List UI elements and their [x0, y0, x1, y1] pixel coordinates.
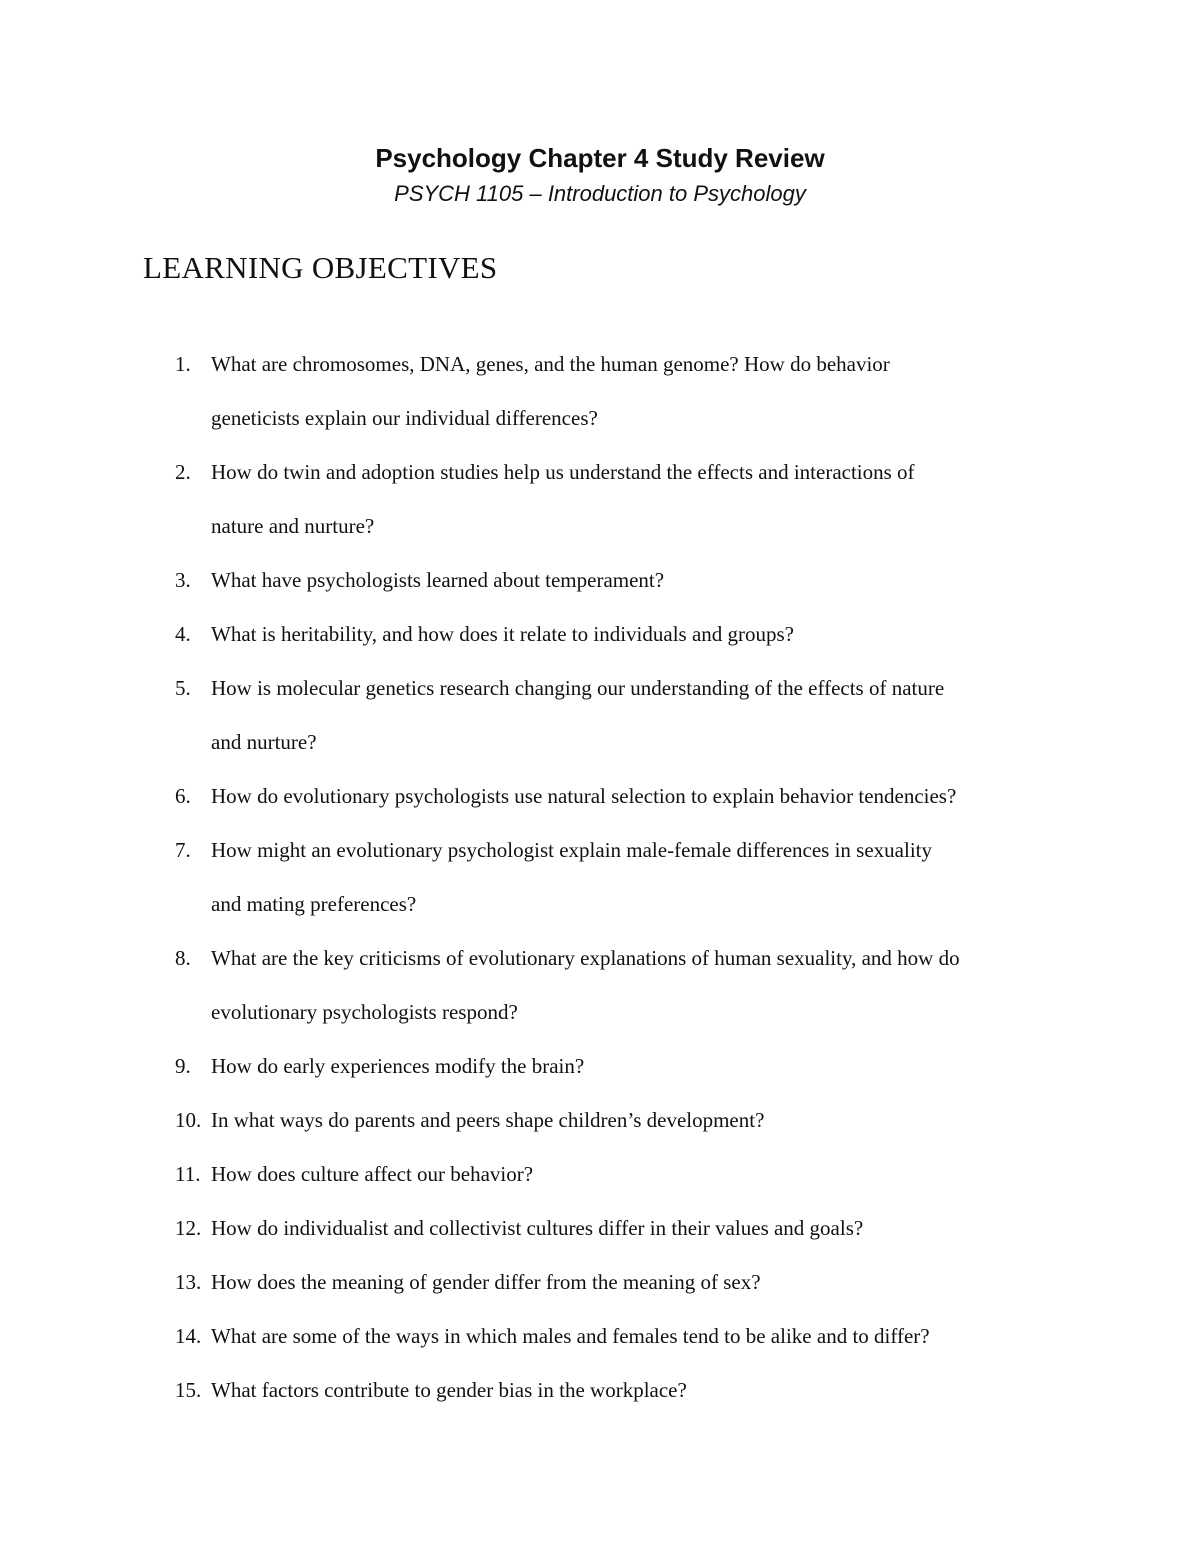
document-subtitle: PSYCH 1105 – Introduction to Psychology — [394, 181, 806, 206]
objective-text-line: How does culture affect our behavior? — [211, 1162, 534, 1186]
objective-item — [0, 1201, 1200, 1255]
objective-text-line: What are chromosomes, DNA, genes, and the human genome? How do behavior — [211, 352, 890, 376]
objective-item — [0, 931, 1200, 1039]
objective-text-line: What have psychologists learned about temperament? — [211, 568, 665, 592]
objectives-list — [0, 337, 1200, 1417]
objective-item — [0, 445, 1200, 553]
objective-text-line: geneticists explain our individual differences? — [211, 406, 598, 430]
objective-item — [0, 661, 1200, 769]
objective-number: 7. — [175, 838, 191, 862]
objective-number: 13. — [175, 1270, 202, 1294]
objective-text-line: What is heritability, and how does it relate to individuals and groups? — [211, 622, 795, 646]
objective-item — [0, 1147, 1200, 1201]
objective-text-line: How does the meaning of gender differ from the meaning of sex? — [211, 1270, 761, 1294]
objective-number: 1. — [175, 352, 191, 376]
objective-text-line: How might an evolutionary psychologist explain male-female differences in sexuality — [211, 838, 932, 862]
objective-text-line: What are some of the ways in which males and females tend to be alike and to differ? — [211, 1324, 930, 1348]
objective-text-line: In what ways do parents and peers shape children’s development? — [211, 1108, 765, 1132]
objective-item — [0, 553, 1200, 607]
objective-text-line: and mating preferences? — [211, 892, 417, 916]
objective-item — [0, 1255, 1200, 1309]
objective-text-line: How do twin and adoption studies help us understand the effects and interactions of — [211, 460, 915, 484]
objective-number: 4. — [175, 622, 191, 646]
objective-text-line: evolutionary psychologists respond? — [211, 1000, 518, 1024]
objective-item — [0, 769, 1200, 823]
objective-number: 9. — [175, 1054, 191, 1078]
document-title: Psychology Chapter 4 Study Review — [375, 143, 825, 173]
objective-text-line: How do individualist and collectivist cultures differ in their values and goals? — [211, 1216, 864, 1240]
objective-item — [0, 1039, 1200, 1093]
objective-text-line: How is molecular genetics research changing our understanding of the effects of nature — [211, 676, 945, 700]
objective-number: 10. — [175, 1108, 202, 1132]
objective-number: 8. — [175, 946, 191, 970]
objective-number: 6. — [175, 784, 191, 808]
objective-item — [0, 337, 1200, 445]
objective-number: 5. — [175, 676, 191, 700]
objective-item — [0, 1093, 1200, 1147]
objective-text-line: What factors contribute to gender bias in the workplace? — [211, 1378, 687, 1402]
objective-number: 15. — [175, 1378, 202, 1402]
section-heading: LEARNING OBJECTIVES — [143, 250, 498, 285]
objective-number: 12. — [175, 1216, 202, 1240]
objective-number: 11. — [175, 1162, 201, 1186]
objective-text-line: What are the key criticisms of evolutionary explanations of human sexuality, and how do — [211, 946, 960, 970]
objective-number: 14. — [175, 1324, 202, 1348]
objective-item — [0, 1309, 1200, 1363]
objective-number: 3. — [175, 568, 191, 592]
objective-text-line: How do evolutionary psychologists use natural selection to explain behavior tendencies? — [211, 784, 957, 808]
objective-text-line: How do early experiences modify the brain? — [211, 1054, 585, 1078]
objective-item — [0, 823, 1200, 931]
objective-text-line: nature and nurture? — [211, 514, 375, 538]
objective-number: 2. — [175, 460, 191, 484]
objective-text-line: and nurture? — [211, 730, 317, 754]
objective-item — [0, 607, 1200, 661]
objective-item — [0, 1363, 1200, 1417]
